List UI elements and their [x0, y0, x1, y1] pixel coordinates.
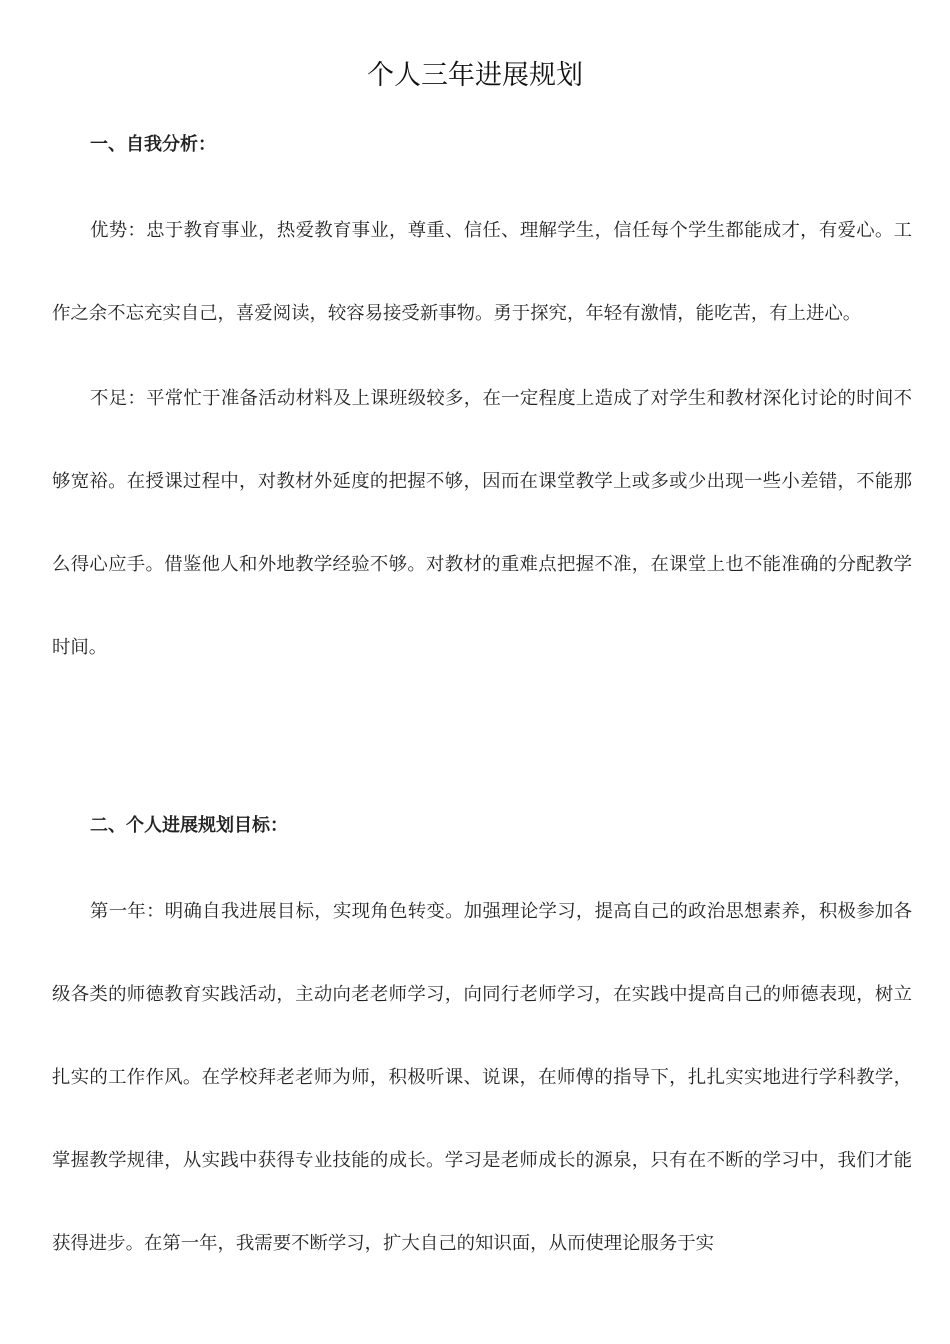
section-heading-self-analysis: 一、自我分析： — [90, 134, 216, 155]
section-heading-goals: 二、个人进展规划目标： — [90, 815, 288, 836]
page-title: 个人三年进展规划 — [367, 60, 583, 91]
paragraph-strengths: 优势：忠于教育事业，热爱教育事业，尊重、信任、理解学生，信任每个学生都能成才，有爱心。工作之余不忘充实自己，喜爱阅读，较容易接受新事物。勇于探究，年轻有激情，能吃苦，有上进心。 — [52, 220, 912, 324]
paragraph-weaknesses: 不足：平常忙于准备活动材料及上课班级较多，在一定程度上造成了对学生和教材深化讨论的时间不够宽裕。在授课过程中，对教材外延度的把握不够，因而在课堂教学上或多或少出现一些小差错，不能那么得心应手。借鉴他人和外地教学经验不够。对教材的重难点把握不准，在课堂上也不能准确的分配教学时间。 — [52, 388, 912, 658]
paragraph-year-one: 第一年：明确自我进展目标，实现角色转变。加强理论学习，提高自己的政治思想素养，积极参加各级各类的师德教育实践活动，主动向老老师学习，向同行老师学习，在实践中提高自己的师德表现，树立扎实的工作作风。在学校拜老老师为师，积极听课、说课，在师傅的指导下，扎扎实实地进行学科教学，掌握教学规律，从实践中获得专业技能的成长。学习是老师成长的源泉，只有在不断的学习中，我们才能获得进步。在第一年，我需要不断学习，扩大自己的知识面，从而使理论服务于实 — [52, 901, 912, 1254]
